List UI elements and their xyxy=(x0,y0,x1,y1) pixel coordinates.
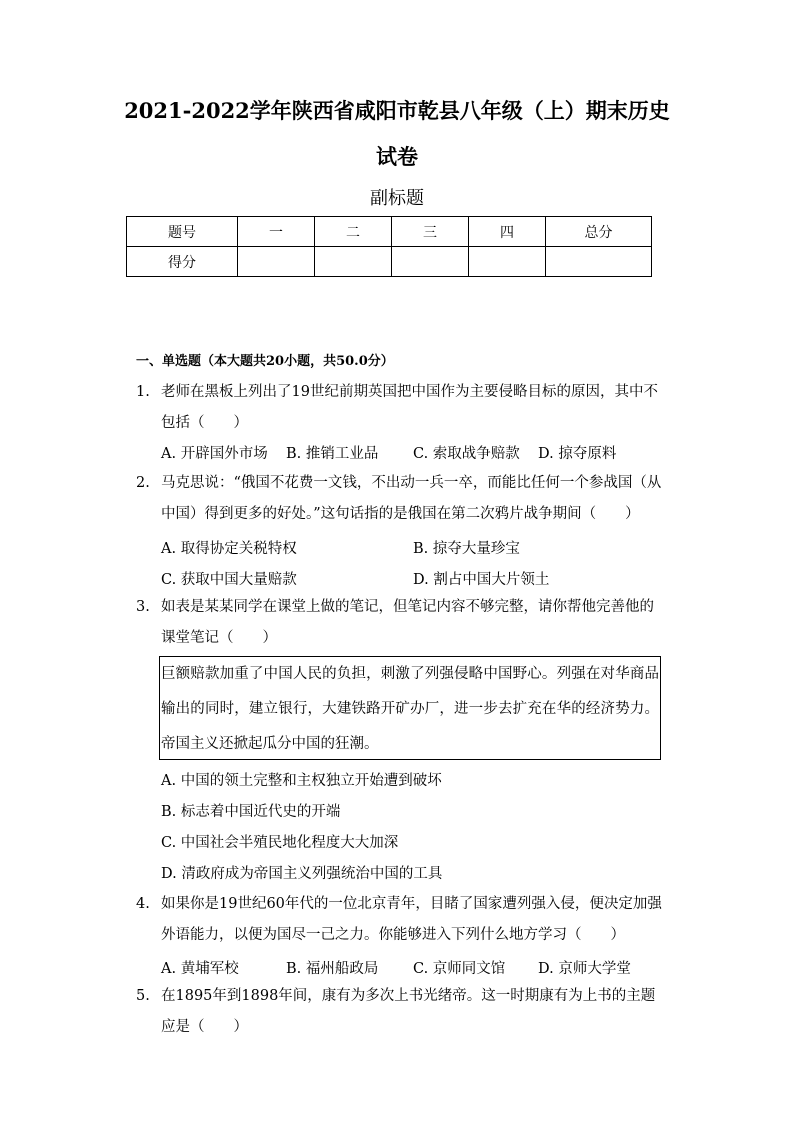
document-subtitle: 副标题 xyxy=(370,188,424,209)
score-table xyxy=(126,216,652,277)
question-number: 4. xyxy=(136,896,150,912)
option-d[interactable]: D. 割占中国大片领土 xyxy=(413,572,550,588)
option-b[interactable]: B. 推销工业品 xyxy=(286,446,379,462)
option-a[interactable]: A. 中国的领土完整和主权独立开始遭到破坏 xyxy=(161,773,442,789)
score-header-cell: 总分 xyxy=(546,217,652,247)
option-d[interactable]: D. 掠夺原料 xyxy=(538,446,617,462)
question-5 xyxy=(136,981,666,1043)
score-header-cell: 二 xyxy=(315,217,392,247)
score-table-header-row xyxy=(127,217,652,247)
question-3 xyxy=(136,592,666,654)
option-b[interactable]: B. 福州船政局 xyxy=(286,961,379,977)
question-1 xyxy=(136,377,666,439)
question-4-options xyxy=(161,957,631,978)
score-table-score-row xyxy=(127,247,652,277)
section-heading: 一、单选题（本大题共20小题，共50.0分） xyxy=(136,354,394,369)
option-b[interactable]: B. 掠夺大量珍宝 xyxy=(413,541,520,557)
question-number: 3. xyxy=(136,599,150,615)
question-number: 5. xyxy=(136,988,150,1004)
score-cell[interactable] xyxy=(238,247,315,277)
option-c[interactable]: C. 获取中国大量赔款 xyxy=(161,572,297,588)
question-text: 如表是某某同学在课堂上做的笔记，但笔记内容不够完整，请你帮他完善他的课堂笔记（ ） xyxy=(161,599,654,646)
document-title: 2021-2022学年陕西省咸阳市乾县八年级（上）期末历史试卷 xyxy=(124,98,670,169)
score-header-cell: 四 xyxy=(469,217,546,247)
option-c[interactable]: C. 中国社会半殖民地化程度大大加深 xyxy=(161,835,399,851)
option-b[interactable]: B. 标志着中国近代史的开端 xyxy=(161,804,341,820)
question-number: 1. xyxy=(136,384,150,400)
option-a[interactable]: A. 开辟国外市场 xyxy=(161,446,268,462)
question-1-options xyxy=(161,442,616,463)
score-cell[interactable] xyxy=(315,247,392,277)
score-header-cell: 三 xyxy=(392,217,469,247)
question-text: 马克思说：“俄国不花费一文钱，不出动一兵一卒，而能比任何一个参战国（从中国）得到更多的好处。”这句话指的是俄国在第二次鸦片战争期间（ ） xyxy=(161,475,662,522)
score-cell[interactable] xyxy=(546,247,652,277)
score-row-label: 得分 xyxy=(127,247,238,277)
option-d[interactable]: D. 京师大学堂 xyxy=(538,961,631,977)
score-cell[interactable] xyxy=(392,247,469,277)
notes-box: 巨额赔款加重了中国人民的负担，刺激了列强侵略中国野心。列强在对华商品输出的同时，建立银行，大建铁路开矿办厂，进一步去扩充在华的经济势力。帝国主义还掀起瓜分中国的狂潮。 xyxy=(159,656,661,760)
question-text: 老师在黑板上列出了19世纪前期英国把中国作为主要侵略目标的原因，其中不包括（ ） xyxy=(161,384,658,431)
option-c[interactable]: C. 京师同文馆 xyxy=(413,961,506,977)
option-c[interactable]: C. 索取战争赔款 xyxy=(413,446,520,462)
option-d[interactable]: D. 清政府成为帝国主义列强统治中国的工具 xyxy=(161,866,443,882)
score-cell[interactable] xyxy=(469,247,546,277)
option-a[interactable]: A. 黄埔军校 xyxy=(161,961,239,977)
question-number: 2. xyxy=(136,475,150,491)
question-text: 如果你是19世纪60年代的一位北京青年，目睹了国家遭列强入侵，便决定加强外语能力，以便为国尽一己之力。你能够进入下列什么地方学习（ ） xyxy=(161,896,662,943)
option-a[interactable]: A. 取得协定关税特权 xyxy=(161,541,297,557)
question-4 xyxy=(136,889,666,951)
question-text: 在1895年到1898年间，康有为多次上书光绪帝。这一时期康有为上书的主题应是（ ） xyxy=(161,988,656,1035)
score-header-cell: 题号 xyxy=(127,217,238,247)
score-header-cell: 一 xyxy=(238,217,315,247)
question-2 xyxy=(136,468,666,530)
